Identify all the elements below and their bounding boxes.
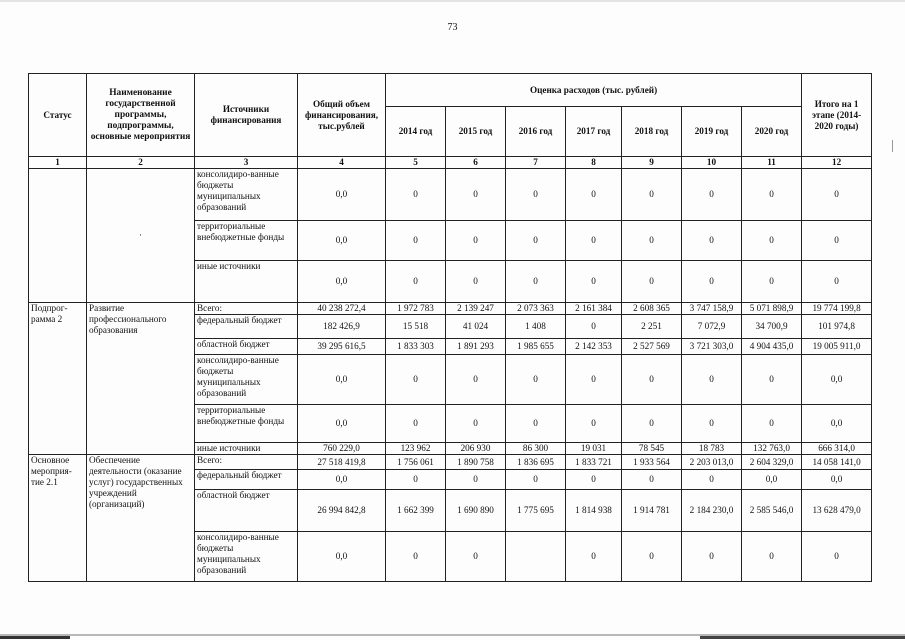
itogo-cell: 19 005 911,0 — [802, 339, 872, 355]
year-value-cell: 0 — [682, 221, 742, 261]
year-value-cell: 0 — [622, 532, 682, 582]
year-value-cell: 0 — [622, 355, 682, 405]
source-cell: территориальные внебюджетные фонды — [195, 405, 298, 443]
source-cell: иные источники — [195, 261, 298, 303]
year-value-cell: 0 — [682, 405, 742, 443]
total-cell: 27 518 419,8 — [298, 455, 386, 470]
total-cell: 39 295 616,5 — [298, 339, 386, 355]
year-value-cell: 1 933 564 — [622, 455, 682, 470]
year-value-cell: 0 — [566, 405, 622, 443]
total-cell: 182 426,9 — [298, 315, 386, 339]
total-cell: 760 229,0 — [298, 443, 386, 455]
header-total-volume: Общий объем финансирования, тыс.рублей — [298, 74, 386, 157]
header-year: 2014 год — [386, 107, 446, 157]
year-value-cell: 0 — [682, 355, 742, 405]
header-estimate: Оценка расходов (тыс. рублей) — [386, 74, 802, 107]
year-value-cell: 0 — [622, 261, 682, 303]
year-value-cell: 2 251 — [622, 315, 682, 339]
year-value-cell: 0 — [446, 470, 506, 490]
year-value-cell: 0 — [446, 169, 506, 221]
total-cell: 0,0 — [298, 470, 386, 490]
header-year: 2015 год — [446, 107, 506, 157]
year-value-cell: 2 184 230,0 — [682, 490, 742, 532]
column-number: 4 — [298, 157, 386, 169]
column-number: 12 — [802, 157, 872, 169]
year-value-cell: 15 518 — [386, 315, 446, 339]
year-value-cell: 0 — [682, 532, 742, 582]
total-cell: 0,0 — [298, 261, 386, 303]
year-value-cell: 0 — [742, 169, 802, 221]
year-value-cell: 2 604 329,0 — [742, 455, 802, 470]
year-value-cell: 1 891 293 — [446, 339, 506, 355]
year-value-cell: 1 972 783 — [386, 303, 446, 315]
year-value-cell: 0 — [742, 221, 802, 261]
source-cell: федеральный бюджет — [195, 315, 298, 339]
year-value-cell: 0 — [506, 221, 566, 261]
table-row — [29, 455, 872, 470]
itogo-cell: 13 628 479,0 — [802, 490, 872, 532]
column-number: 10 — [682, 157, 742, 169]
header-year: 2017 год — [566, 107, 622, 157]
total-cell: 0,0 — [298, 169, 386, 221]
source-cell: Всего: — [195, 455, 298, 470]
column-number: 9 — [622, 157, 682, 169]
year-value-cell: 0 — [386, 405, 446, 443]
total-cell: 0,0 — [298, 405, 386, 443]
year-value-cell: 1 690 890 — [446, 490, 506, 532]
itogo-cell: 0,0 — [802, 470, 872, 490]
column-number: 6 — [446, 157, 506, 169]
itogo-cell: 666 314,0 — [802, 443, 872, 455]
itogo-cell: 101 974,8 — [802, 315, 872, 339]
year-value-cell: 18 783 — [682, 443, 742, 455]
year-value-cell: 0 — [386, 470, 446, 490]
year-value-cell: 2 585 546,0 — [742, 490, 802, 532]
year-value-cell: 3 721 303,0 — [682, 339, 742, 355]
column-number: 3 — [195, 157, 298, 169]
year-value-cell: 0 — [506, 261, 566, 303]
source-cell: территориальные внебюджетные фонды — [195, 221, 298, 261]
year-value-cell: 0 — [446, 261, 506, 303]
column-number: 2 — [87, 157, 195, 169]
program-name-cell: Развитие профессионального образования — [87, 303, 195, 455]
header-status: Статус — [29, 74, 87, 157]
year-value-cell: 0 — [622, 221, 682, 261]
program-name-cell: · — [87, 169, 195, 303]
year-value-cell: 0 — [742, 355, 802, 405]
year-value-cell: 4 904 435,0 — [742, 339, 802, 355]
total-cell: 0,0 — [298, 221, 386, 261]
year-value-cell: 0 — [682, 261, 742, 303]
budget-table — [28, 73, 872, 582]
year-value-cell: 0 — [682, 470, 742, 490]
header-year: 2020 год — [742, 107, 802, 157]
header-year: 2019 год — [682, 107, 742, 157]
year-value-cell: 0 — [446, 221, 506, 261]
year-value-cell: 1 833 721 — [566, 455, 622, 470]
year-value-cell: 2 073 363 — [506, 303, 566, 315]
header-year: 2018 год — [622, 107, 682, 157]
table-body — [29, 169, 872, 582]
scan-edge-left — [0, 636, 70, 639]
table-row — [29, 303, 872, 315]
year-value-cell: 0 — [682, 169, 742, 221]
source-cell: иные источники — [195, 443, 298, 455]
column-number: 11 — [742, 157, 802, 169]
year-value-cell: 1 985 655 — [506, 339, 566, 355]
source-cell: федеральный бюджет — [195, 470, 298, 490]
year-value-cell: 0 — [566, 221, 622, 261]
column-number: 8 — [566, 157, 622, 169]
table-header — [29, 74, 872, 169]
year-value-cell: 0 — [622, 169, 682, 221]
year-value-cell: 2 203 013,0 — [682, 455, 742, 470]
year-value-cell: 206 930 — [446, 443, 506, 455]
header-year: 2016 год — [506, 107, 566, 157]
year-value-cell: 1 408 — [506, 315, 566, 339]
year-value-cell: 0 — [622, 405, 682, 443]
column-number: 5 — [386, 157, 446, 169]
year-value-cell: 2 161 384 — [566, 303, 622, 315]
total-cell: 40 238 272,4 — [298, 303, 386, 315]
margin-mark — [892, 140, 893, 152]
itogo-cell: 0 — [802, 532, 872, 582]
year-value-cell: 3 747 158,9 — [682, 303, 742, 315]
year-value-cell: 5 071 898,9 — [742, 303, 802, 315]
column-number: 1 — [29, 157, 87, 169]
year-value-cell: 0 — [742, 405, 802, 443]
year-value-cell: 0 — [386, 169, 446, 221]
year-value-cell: 0 — [446, 405, 506, 443]
year-value-cell: 0 — [506, 405, 566, 443]
year-value-cell: 7 072,9 — [682, 315, 742, 339]
year-value-cell: 0 — [566, 470, 622, 490]
year-value-cell: 0,0 — [742, 470, 802, 490]
year-value-cell: 132 763,0 — [742, 443, 802, 455]
scan-edge-right — [700, 636, 905, 639]
source-cell: консолидиро-ванные бюджеты муниципальных образований — [195, 355, 298, 405]
year-value-cell: 2 608 365 — [622, 303, 682, 315]
itogo-cell: 19 774 199,8 — [802, 303, 872, 315]
source-cell: областной бюджет — [195, 339, 298, 355]
program-name-cell: Обеспечение деятельности (оказание услуг) государственных учреждений (организаций) — [87, 455, 195, 582]
year-value-cell: 0 — [566, 169, 622, 221]
source-cell: консолидиро-ванные бюджеты муниципальных образований — [195, 169, 298, 221]
table-row — [29, 169, 872, 221]
year-value-cell: 0 — [742, 261, 802, 303]
header-name: Наименование государственной программы, подпрограммы, основные мероприятия — [87, 74, 195, 157]
year-value-cell: 0 — [742, 532, 802, 582]
year-value-cell: 1 833 303 — [386, 339, 446, 355]
year-value-cell: 1 836 695 — [506, 455, 566, 470]
year-value-cell: 0 — [386, 261, 446, 303]
year-value-cell: 0 — [566, 261, 622, 303]
status-cell: Основное мероприя-тие 2.1 — [29, 455, 87, 582]
page-top-edge — [0, 0, 905, 2]
year-value-cell: 0 — [566, 355, 622, 405]
itogo-cell: 0,0 — [802, 405, 872, 443]
year-value-cell: 123 962 — [386, 443, 446, 455]
year-value-cell: 0 — [386, 355, 446, 405]
year-value-cell: 1 756 061 — [386, 455, 446, 470]
year-value-cell: 34 700,9 — [742, 315, 802, 339]
year-value-cell: 86 300 — [506, 443, 566, 455]
year-value-cell: 1 662 399 — [386, 490, 446, 532]
year-value-cell: 0 — [566, 315, 622, 339]
year-value-cell: 0 — [566, 532, 622, 582]
itogo-cell: 0 — [802, 169, 872, 221]
itogo-cell: 14 058 141,0 — [802, 455, 872, 470]
itogo-cell: 0 — [802, 221, 872, 261]
source-cell: областной бюджет — [195, 490, 298, 532]
year-value-cell: 1 775 695 — [506, 490, 566, 532]
year-value-cell: 0 — [386, 532, 446, 582]
page-number: 73 — [447, 22, 458, 33]
year-value-cell: 0 — [622, 470, 682, 490]
status-cell: Подпрог-рамма 2 — [29, 303, 87, 455]
year-value-cell: 1 914 781 — [622, 490, 682, 532]
total-cell: 0,0 — [298, 355, 386, 405]
year-value-cell: 1 814 938 — [566, 490, 622, 532]
year-value-cell: 0 — [446, 355, 506, 405]
year-value-cell: 2 527 569 — [622, 339, 682, 355]
header-itogo: Итого на 1 этапе (2014-2020 годы) — [802, 74, 872, 157]
total-cell: 0,0 — [298, 532, 386, 582]
year-value-cell: 1 890 758 — [446, 455, 506, 470]
year-value-cell: 0 — [506, 355, 566, 405]
column-number: 7 — [506, 157, 566, 169]
year-value-cell: 2 142 353 — [566, 339, 622, 355]
total-cell: 26 994 842,8 — [298, 490, 386, 532]
year-value-cell — [506, 532, 566, 582]
year-value-cell: 78 545 — [622, 443, 682, 455]
year-value-cell: 0 — [446, 532, 506, 582]
itogo-cell: 0,0 — [802, 355, 872, 405]
header-sources: Источники финансирования — [195, 74, 298, 157]
year-value-cell: 0 — [506, 470, 566, 490]
source-cell: консолидиро-ванные бюджеты муниципальных образований — [195, 532, 298, 582]
status-cell — [29, 169, 87, 303]
year-value-cell: 41 024 — [446, 315, 506, 339]
year-value-cell: 0 — [506, 169, 566, 221]
year-value-cell: 0 — [386, 221, 446, 261]
year-value-cell: 19 031 — [566, 443, 622, 455]
source-cell: Всего: — [195, 303, 298, 315]
year-value-cell: 2 139 247 — [446, 303, 506, 315]
itogo-cell: 0 — [802, 261, 872, 303]
